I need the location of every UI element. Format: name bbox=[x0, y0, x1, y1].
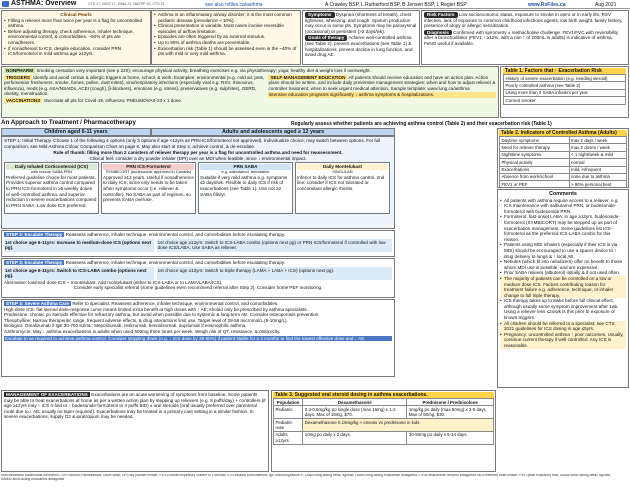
clinical-pearl-item: • Exacerbation risk (Table 1) should be assessed even in the ~40% of pts with mild or very mild asthma. bbox=[154, 46, 298, 57]
step2-label: STEP 2: Escalate Therapy bbox=[6, 232, 63, 237]
table3-cell: Dexamethasone 0.15mg/kg ≈ emesis vs prednisone in kids. bbox=[303, 419, 494, 432]
comment-item: • The majority of patients can be controlled on a low or medium dose ICS. Factors contributing reason for treatment failure e.g. adherence, technique, or inhaler change to full triple therapy. bbox=[500, 276, 626, 298]
steps-column bbox=[1, 128, 395, 388]
step4-line: Prednisone: chronic po steroids effective for refractory asthma, but avoid when possible due to systemic & long-term AE. Consider osteoporosis prevention. bbox=[4, 312, 320, 318]
vaccinations-text: Vaccinate all pts for Covid-19, influenza; PNEUMOVAX-23 x 1 dose. bbox=[43, 97, 183, 103]
step4-footer: Escalate to as required to achieve asthma control. Consider stepping down (e.g. ↓ ICS dose by 25-50%) if patient stable for ≥ 3 months to find the lowest effective dose and ↓ AE. bbox=[4, 336, 392, 342]
table1-row: Using more than 2 SABA inhalers per year bbox=[504, 89, 626, 96]
table2-label: Exacerbations bbox=[500, 166, 570, 173]
clinical-pearls-title: Clinical Pearls bbox=[60, 12, 92, 17]
step4-text: Refer to specialist. Reassess adherence, inhaler technique, environmental control, and comorbidities. bbox=[72, 301, 279, 306]
table3-header: Prednisone / Prednisolone bbox=[407, 399, 494, 406]
symptoms-label: Symptoms bbox=[305, 12, 335, 18]
risk-label: Risk Factors bbox=[424, 12, 458, 18]
comment-item: • Formoterol: fast-onset LABA; in age ≥12yrs, budesonide-formoterol (SYMBICORT) may be stepped up as part of exacerbation management. Some guidelines list ICS-formoterol as the preferred ICS-LABA combo for this reason. bbox=[500, 214, 626, 242]
risk-box bbox=[421, 10, 629, 65]
vaccinations-label: VACCINATIONS bbox=[6, 97, 41, 103]
symptoms-box bbox=[302, 10, 420, 65]
clinical-pearl-item: • If nonadherent to ICS, despite education, consider PRN ICS/formoterol in mild asthma age ≥12yrs. bbox=[4, 46, 148, 57]
approach-title: An Approach to Treatment / Pharmacotherapy bbox=[1, 119, 136, 126]
table2-value: < 1 night/week & mild bbox=[569, 151, 626, 158]
option-sub: with rescue SABA PRN bbox=[30, 168, 73, 174]
adults-header: Adults and adolescents aged ≥ 12 years bbox=[151, 128, 395, 136]
diagnosis-label: Diagnosis bbox=[424, 30, 452, 36]
triggers-text: Identify and avoid certain & allergic triggers at home, school, & work. Examples: environmental (e.g. cold air, pets, perfumes/air fresheners, smoke, fumes, pollen, dust mites), viral/respiratory infections (especially viral e.g. RSV, rhinovirus, influenza), meds (e.g. ASA/NSAIDs, ACEI (cough), β-blockers), emotions (e.g. stress), preservatives (e.g. sulphites), GERD, obesity, menstruation. bbox=[4, 74, 265, 97]
clinical-pearl-item: • Episodes are often triggered by an external stimulus. bbox=[154, 34, 298, 40]
table2-label: Nighttime symptoms bbox=[500, 151, 570, 158]
step2-box bbox=[1, 230, 395, 257]
comment-item: • All patients with asthma require access to a reliever, e.g. ICS maintenance with salbutamol PRN, or budesonide-formoterol with budesonide PRN. bbox=[500, 198, 626, 215]
approach-header bbox=[1, 119, 629, 128]
table2-label: Daytime symptoms bbox=[500, 137, 570, 144]
table1-box bbox=[500, 66, 629, 118]
self-management-label: SELF-MANAGEMENT EDUCATION bbox=[270, 74, 346, 80]
table2 bbox=[499, 136, 627, 188]
option-prn-ics-formoterol bbox=[101, 162, 196, 214]
clinical-pearls-box-2 bbox=[151, 10, 301, 65]
option-prn-saba bbox=[198, 162, 293, 214]
table2-value: normal bbox=[569, 159, 626, 166]
clinical-pearl-item: • Filling a reliever more than twice per year is a flag for uncontrolled asthma. bbox=[4, 18, 148, 29]
exacerbation-title: MANAGEMENT OF EXACERBATIONS bbox=[6, 392, 88, 397]
table2-value: mild, infrequent bbox=[569, 166, 626, 173]
clinical-feel: Clinical feel: consider a dry powder inhaler (DPI) over an MDI when feasible, since ↓ environmental impact. bbox=[89, 155, 307, 161]
step1-box bbox=[1, 136, 395, 229]
clinical-pearl-item: • Before adjusting therapy, check adherence, inhaler technique, environmental control, & comorbidities. ~50% of pts are nonadherent. bbox=[4, 29, 148, 46]
table3-cell: 10mg po daily x 2 days. bbox=[303, 431, 407, 444]
step3-children: 1st choice age 6-11yrs: Switch to ICS-LABA combo (options next pg). bbox=[4, 267, 154, 280]
header-refs: CTS 17, NICE 17, GINA 21, NAEPP 20, CTS 21 bbox=[88, 2, 165, 6]
symptoms-text: Dyspnea (shortness of breath), chest tightness, wheezing, and cough. Sputum production may occur in some pts. Symptoms may be paroxysmal (occasional) or persistent (>2 days/wk). bbox=[305, 12, 417, 34]
education-programs-text: Intensive education programs significantly ↓ asthma symptoms & hospitalizations. bbox=[268, 92, 496, 98]
table1-title: Table 1. Factors that ↑ Exacerbation Risk bbox=[503, 68, 626, 74]
step4-line: High-dose ICS: flat steroid dose-response curve means limited extra benefit at high doses with ↑ AE; should only be prescribed by asthma specialists. bbox=[4, 306, 308, 312]
table3-cell: Adults ≥12yrs bbox=[274, 431, 303, 444]
risk-text: Low socioeconomic status, exposure to smoke in utero or in early life, RSV infection, lack of exposure to common childhood infections agents, low birth weight, family history, presence of atopy or allergic sensitization. bbox=[424, 12, 623, 29]
smoking-text: Smoking cessation very important (see p 220); encourage physical activity; breathing exercises e.g. via physiotherapy; yoga; healthy diet & weight loss if overweight. bbox=[36, 68, 371, 73]
table1-row: History of severe exacerbation (e.g. needing steroid) bbox=[504, 75, 626, 82]
table3-cell: 1mg/kg po daily (max 50mg) x 3-5 days. Max of 60mg, $30. bbox=[407, 406, 494, 419]
page-title: ASTHMA: Overview bbox=[11, 0, 77, 7]
option-text: Preferred guideline choice for most patients. Provides superior asthma control compared to PRN ICS-formoterol in ≥5 weekly doses of well-controlled asthma, and superior reduction in severe exacerbations compared to PRN SABA. Low dose ICS preferred. bbox=[6, 174, 97, 208]
self-management-text: All patients should receive education and have an action plan. Action plans should be written, and include daily preventive management strategies; when and how to adjust reliever & controller treatment; when to seek urgent medical attention. Sample template: www.lung.ca/asthma bbox=[268, 74, 496, 91]
step2-adults: 1st choice age ≥12yrs: Switch to ICS-LABA combo (options next pg) or PRN ICS/formoterol if controlled with low dose ICS/LABA. Use SABA as reliever. bbox=[157, 239, 392, 252]
option-sub: SINGULAR bbox=[332, 168, 353, 174]
clinical-pearls-box bbox=[1, 10, 151, 65]
step4-line: Biologics: Omalizumab if IgE 30-700 IU/mL; Mepolizumab, reslizumab, benralizumab, dupilumab if eosinophilic asthma. bbox=[4, 323, 247, 329]
header-authors: A Crawley BSP, L Rutherford BSP, B Jensen BSP, L Regier BSP bbox=[325, 1, 467, 8]
comment-item: • Nebules (which fit into nebulizers) offer no benefit to those whom MDI use is possible, and are expensive. bbox=[500, 259, 626, 270]
table3-cell: Pediatric note bbox=[274, 419, 303, 432]
goals-text: Achieve well-controlled asthma (see Table 2), prevent exacerbations (see Table 1) & hospitalizations, prevent decline in lung function, and avoid drug AE. bbox=[305, 35, 413, 58]
nonpharm-box bbox=[1, 66, 499, 118]
table2-value: max 2 doses / week bbox=[569, 144, 626, 151]
step3-label: STEP 3: Escalate Therapy bbox=[6, 260, 63, 265]
header-site-link[interactable]: www.RxFiles.ca bbox=[528, 1, 566, 8]
step4-line: Azithromycin: May ↓ asthma exacerbations in adults when used 500mg three times per week. Weigh risk of QT, resistance, & ototoxicity. bbox=[4, 328, 281, 334]
diagnosis-text: Confirmed with spirometry ± methacholine challenge. FEV1/FVC with reversibility after a bronchodilator (FEV1 ↑ ≥12%, with a min ↑ of 200mL in adults) is indicative of asthma. FeNO useful if available. bbox=[424, 29, 619, 46]
comment-item: • All children should be referred to a specialist; see CTS 2021 guidelines for ICS dosing in age ≤5yrs. bbox=[500, 321, 626, 332]
step3-specialist: Consider early specialist referral (some guidelines even recommend referral after Step 2). Consider home PEF monitoring. bbox=[73, 285, 323, 291]
option-text: Suitable if very mild asthma e.g. symptoms ≤2 days/wk. Flexible to daily ICS if risk of exacerbations (see Table 1). Use not ≥2 SABA fills/yr. bbox=[200, 174, 288, 197]
table1-row: Current smoker bbox=[504, 97, 626, 104]
clinical-pearl-item: • Asthma is an inflammatory airway disorder; it is the most common pediatric disease (prevalence ≈ 10%). bbox=[154, 12, 298, 23]
children-header: Children aged 6-11 years bbox=[1, 128, 151, 136]
step4-box bbox=[1, 299, 395, 377]
table2-value: none due to asthma bbox=[569, 173, 626, 180]
step3-text: Reassess adherence, inhaler technique, environmental control, and comorbidities before escalating therapy. bbox=[65, 260, 286, 265]
step4-line: Theophylline: Narrow therapeutic range, frequent adverse effects, & drug interactions limit use. Target level of 28-56 micromol/L (5-10mg/L). bbox=[4, 317, 288, 323]
step3-box bbox=[1, 258, 395, 298]
step3-alternative: Alternative: low/med dose ICS + montelukast. Add montelukast (either to ICS-LABA or to LAMA/LABA/ICS). bbox=[4, 279, 223, 285]
table3-header: Dexamethasone bbox=[303, 399, 407, 406]
option-title: Daily Montelukast bbox=[297, 164, 388, 170]
table3-cell: Pediatric bbox=[274, 406, 303, 419]
table1-row: Poorly controlled asthma (see Table 2) bbox=[504, 82, 626, 89]
option-montelukast bbox=[295, 162, 390, 214]
table2-label: FEV1 or PEF bbox=[500, 181, 570, 188]
step4-label: STEP 4: Severe Asthma Care bbox=[6, 301, 70, 306]
step2-text: Reassess adherence, inhaler technique, environmental control, and comorbidities before escalating therapy. bbox=[65, 232, 286, 237]
option-daily-ics bbox=[4, 162, 99, 214]
table2-label: Absence from work/school bbox=[500, 173, 570, 180]
header-date: Aug 2021 bbox=[595, 1, 617, 8]
table3-title: Table 3. Suggested oral steroid dosing in asthma exacerbations. bbox=[273, 392, 494, 398]
option-sub: SYMBICORT (budesonide approved in Canada) bbox=[105, 168, 192, 174]
table2-value: > 90% personal best bbox=[569, 181, 626, 188]
header-site[interactable]: see also rxfiles.ca/asthma bbox=[205, 1, 263, 8]
comment-item: • Pregnancy: uncontrolled asthma ↑ poor outcomes. Usually, continue current therapy if well controlled. Any ICS is reasonable. bbox=[500, 332, 626, 349]
option-title: Daily Inhaled Corticosteroid (ICS) bbox=[6, 164, 97, 170]
step3-adults: 1st choice age ≥12yrs: Switch to triple therapy (LAMA + LABA + ICS) (options next pg). bbox=[157, 267, 392, 280]
option-sub: e.g. salbutamol, terbutaline bbox=[221, 168, 270, 174]
triggers-label: TRIGGERS bbox=[6, 74, 30, 80]
header-bar bbox=[0, 0, 630, 9]
table3-box bbox=[271, 390, 496, 472]
comment-item: • Prior SABA reliever (albuterol) initially & if not used often. bbox=[500, 270, 626, 276]
step2-children: 1st choice age 6-11yrs: Increase to medium-dose ICS (options next pg). bbox=[4, 239, 154, 252]
table3-header: Population bbox=[274, 399, 303, 406]
option-text: Approved ≥12 years. Useful if nonadherence to daily ICS, since only needs to be taken when symptoms occur (i.e. reliever & controller). No SABA as part of regimen, so prevents SABA overuse. bbox=[103, 174, 194, 203]
exacerbation-text: Exacerbations are an acute worsening of symptoms from baseline. Some patients may be able to treat exacerbations at home as per a written action plan by stepping up relievers (e.g. 8 puffs/day) + controllers (if age ≥12yrs may ↑ ICS 4-fold or ↑ budesonide-formoterol to 4 puffs BID) ± oral steroids (oral usually preferred over parenteral route due to ↓ AE; usually no taper required). Exacerbations may be treated in a primary care setting in a similar fashion. In severe exacerbations, supply O2 & ipratropium may be needed. bbox=[4, 392, 266, 420]
goals-label: Goals of therapy bbox=[305, 35, 347, 41]
step1-text: STEP 1: Initial Therapy. Choose 1 of the following 4 options (only 3 options if age <12yrs as PRN ICS/formoterol not approved). Individualize choice; may switch between options. For full comparison, see Mild Asthma Colour Comparison Chart on page 6. May also start at Step 2, achieve control, & de-escalate. bbox=[4, 138, 381, 149]
option-text: Inferior to daily ICS for asthma control. 2nd line; consider if ICS not tolerated or concomitant allergic rhinitis. bbox=[297, 174, 385, 192]
app-icon bbox=[2, 1, 9, 7]
table2-box bbox=[497, 128, 629, 188]
rule-of-thumb: Rule of thumb: filling more than 2 canisters of reliever therapy per year is a flag for uncontrolled asthma and need for reassessment. bbox=[53, 150, 343, 156]
approach-note: Regularly assess whether patients are achieving asthma control (Table 2) and their exacerbation risk (Table 1) bbox=[291, 120, 552, 127]
table2-title: Table 2. Indicators of Controlled Asthma (Adults) bbox=[499, 130, 627, 136]
table2-value: max 2 days / week bbox=[569, 137, 626, 144]
option-title: PRN ICS-Formoterol bbox=[103, 164, 194, 170]
table2-label: Physical activity bbox=[500, 159, 570, 166]
option-title: PRN SABA bbox=[200, 164, 291, 170]
table2-label: Need for reliever therapy bbox=[500, 144, 570, 151]
table3-cell: 0.3-0.6mg/kg po single dose (max 16mg) x 1-2 days. Max of 16mg, $70. bbox=[303, 406, 407, 419]
comments-box bbox=[497, 189, 629, 388]
exacerbation-box bbox=[1, 390, 269, 472]
table1 bbox=[503, 74, 626, 105]
table3-cell: 30-50mg po daily x 5-14 days. bbox=[407, 431, 494, 444]
table3 bbox=[273, 398, 494, 445]
nonpharm-title: NONPHARM bbox=[6, 68, 34, 73]
comment-item: • ICS therapy takes up to 8wks before full clinical effect, although usually some symptom improvement after 1wk. Using a reliever less ≤2x/wk is this prior to exposure or known triggers. bbox=[500, 298, 626, 320]
abbreviations-footer: bud=formoterol budesonide-formoterol; CRF=chronic rhinosinusitis; Dose=dose; DPI=dry powder inhaler; FEV1=forced expiratory volume in 1 second; ICS=inhaled corticosteroid; IgE=immunoglobulin E; LABA=long-acting beta2 agonist; LAMA=long-acting muscarinic antagonist; LTRA=leukotriene receptor antagonist; MDI=metered dose inhaler; PEF=peak expiratory flow; SABA=short-acting beta2 agonist; SAMA=short-acting muscarinic antagonist bbox=[1, 474, 611, 481]
comments-title: Comments bbox=[549, 191, 577, 197]
clinical-pearl-item: • Up to 80% of asthma deaths are preventable. bbox=[154, 40, 298, 46]
clinical-pearl-item: • Clinical presentation is variable. Most cases involve reversible episodes of airflow limitation. bbox=[154, 23, 298, 34]
comment-item: • Patients using MDI inhalers (especially if their ICS is via MDI) should be encouraged to use a spacer device to ↑ drug delivery to lungs & ↑ local AE. bbox=[500, 242, 626, 259]
